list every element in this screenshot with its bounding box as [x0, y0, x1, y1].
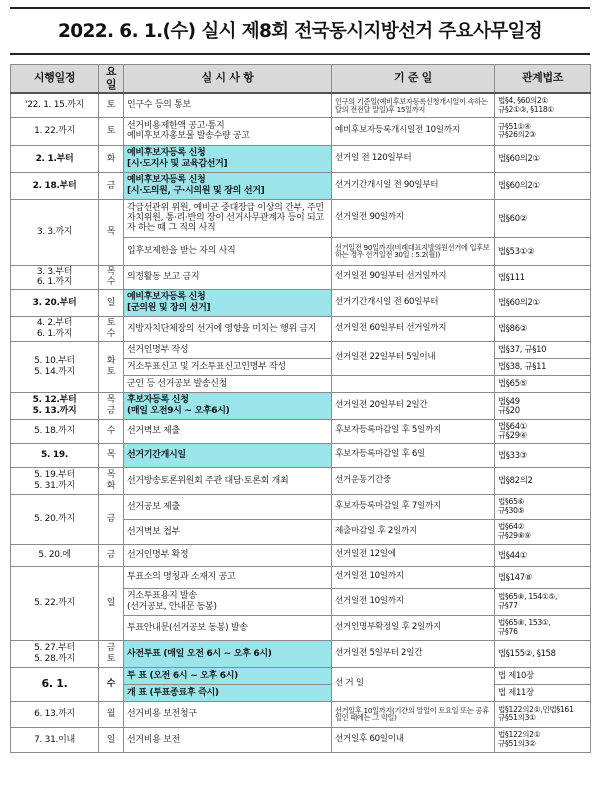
table-row — [11, 667, 591, 684]
day-cell: 목 — [99, 199, 124, 265]
standard-cell: 선거일전 12일에 — [332, 544, 495, 566]
table-row — [11, 701, 591, 727]
page-title: 2022. 6. 1.(수) 실시 제8회 전국동시지방선거 주요사무일정 — [57, 21, 543, 42]
standard-cell: 선거일전 90일까지(비례대표지방의원선거에 입후보하는 경우 선거일전 30일 : 5.2(월)) — [332, 237, 495, 265]
table-row — [11, 289, 591, 316]
date-cell: 5. 20.에 — [11, 544, 99, 566]
header-row — [11, 65, 591, 94]
date-cell: 2. 1.부터 — [11, 145, 99, 172]
task-cell: 선거비용 보전 — [124, 727, 332, 752]
day-cell: 금 — [99, 494, 124, 544]
task-cell-highlight: 선거기간개시일 — [124, 443, 332, 467]
date-cell: 4. 2.부터 6. 1.까지 — [11, 316, 99, 341]
law-cell: 법§60② — [495, 199, 591, 237]
date-cell: 5. 12.부터 5. 13.까지 — [11, 392, 99, 419]
day-cell: 목 수 — [99, 265, 124, 289]
table-row — [11, 640, 591, 667]
table-row — [11, 341, 591, 358]
law-cell: 법§65⑥ 규§30⑤ — [495, 494, 591, 519]
schedule-table — [10, 64, 591, 753]
standard-cell: 선거일 전 120일부터 — [332, 145, 495, 172]
task-cell-highlight: 개 표 (투표종료후 즉시) — [124, 684, 332, 701]
standard-cell: 제출마감일 후 2일까지 — [332, 519, 495, 544]
law-cell: 법§122의2① 규§51의3② — [495, 727, 591, 752]
header-date: 시행일정 — [11, 65, 99, 94]
date-cell: '22. 1. 15.까지 — [11, 93, 99, 117]
law-cell: 법§155②, §158 — [495, 640, 591, 667]
standard-cell: 인구의 기준일(예비후보자등록신청개시일이 속하는 달의 전전달 말일)후 15일까지 — [332, 93, 495, 117]
task-cell: 각급선관위 위원, 예비군 중대장급 이상의 간부, 주민자치위원, 통·리·반의 장이 선거사무관계자 등이 되고자 하는 때 그 직의 사직 — [124, 199, 332, 237]
table-row — [11, 145, 591, 172]
law-cell: 법§38, 규§11 — [495, 358, 591, 375]
law-cell: 법§60의2① — [495, 172, 591, 199]
day-cell: 화 — [99, 145, 124, 172]
date-cell: 2. 18.부터 — [11, 172, 99, 199]
date-cell: 5. 20.까지 — [11, 494, 99, 544]
task-cell: 선거벽보 첩부 — [124, 519, 332, 544]
law-cell: 법§53①② — [495, 237, 591, 265]
task-cell: 지방자치단체장의 선거에 영향을 미치는 행위 금지 — [124, 316, 332, 341]
law-cell: 법§65⑤ — [495, 375, 591, 392]
table-row — [11, 544, 591, 566]
table-row — [11, 443, 591, 467]
task-cell: 선거방송토론위원회 주관 대담·토론회 개최 — [124, 467, 332, 494]
table-row — [11, 494, 591, 519]
day-cell: 일 — [99, 566, 124, 640]
date-cell: 5. 22.까지 — [11, 566, 99, 640]
table-row — [11, 419, 591, 443]
task-cell: 인구수 등의 통보 — [124, 93, 332, 117]
day-cell: 일 — [99, 289, 124, 316]
standard-cell: 선거일전 10일까지 — [332, 588, 495, 615]
table-row — [11, 265, 591, 289]
task-cell: 군인 등 선거공보 발송신청 — [124, 375, 332, 392]
law-cell: 법§65⑧, 153①, 규§76 — [495, 615, 591, 640]
task-cell-highlight: 예비후보자등록 신청 [시·도지사 및 교육감선거] — [124, 145, 332, 172]
law-cell: 법§111 — [495, 265, 591, 289]
law-cell: 법§44① — [495, 544, 591, 566]
task-cell: 투표소의 명칭과 소재지 공고 — [124, 566, 332, 588]
standard-cell: 선거일전 90일까지 — [332, 199, 495, 237]
day-cell: 금 — [99, 544, 124, 566]
header-law: 관계법조 — [495, 65, 591, 94]
date-cell: 3. 20.부터 — [11, 289, 99, 316]
table-row — [11, 172, 591, 199]
standard-cell: 선거일전 20일부터 2일간 — [332, 392, 495, 419]
task-cell: 선거인명부 작성 — [124, 341, 332, 358]
date-cell: 1. 22.까지 — [11, 117, 99, 145]
law-cell: 법§49 규§20 — [495, 392, 591, 419]
law-cell: 법§64① 규§29④ — [495, 419, 591, 443]
day-cell: 일 — [99, 727, 124, 752]
law-cell: 법 제10장 — [495, 667, 591, 684]
table-row — [11, 117, 591, 145]
day-cell: 화 토 — [99, 341, 124, 392]
law-cell: 법§60의2① — [495, 145, 591, 172]
task-cell: 선거비용 보전청구 — [124, 701, 332, 727]
law-cell: 법§122의2①,민법§161 규§51의3① — [495, 701, 591, 727]
day-cell: 토 — [99, 117, 124, 145]
task-cell: 거소투표신고 및 거소투표신고인명부 작성 — [124, 358, 332, 375]
title-box — [10, 8, 590, 52]
date-cell: 7. 31.이내 — [11, 727, 99, 752]
day-cell: 금 토 — [99, 640, 124, 667]
table-row — [11, 727, 591, 752]
standard-cell-empty — [332, 375, 495, 392]
day-cell: 월 — [99, 701, 124, 727]
date-cell: 6. 13.까지 — [11, 701, 99, 727]
standard-cell: 선거일전 22일부터 5일이내 — [332, 341, 495, 375]
standard-cell: 후보자등록마감일 후 5일까지 — [332, 419, 495, 443]
law-cell: 법 제11장 — [495, 684, 591, 701]
standard-cell: 선거운동기간중 — [332, 467, 495, 494]
standard-cell: 선거일전 5일부터 2일간 — [332, 640, 495, 667]
date-cell: 3. 3.까지 — [11, 199, 99, 265]
task-cell-highlight: 사전투표 (매일 오전 6시 ~ 오후 6시) — [124, 640, 332, 667]
law-cell: 법§86② — [495, 316, 591, 341]
header-task: 실 시 사 항 — [124, 65, 332, 94]
task-cell: 거소투표용지 발송 (선거공보, 안내문 동봉) — [124, 588, 332, 615]
day-cell: 목 금 — [99, 392, 124, 419]
law-cell: 법§33③ — [495, 443, 591, 467]
table-row — [11, 93, 591, 117]
date-cell: 3. 3.부터 6. 1.까지 — [11, 265, 99, 289]
task-cell: 의정활동 보고 금지 — [124, 265, 332, 289]
standard-cell: 선거일후 60일이내 — [332, 727, 495, 752]
task-cell-highlight: 예비후보자등록 신청 [군의원 및 장의 선거] — [124, 289, 332, 316]
law-cell: 법§64② 규§29⑧⑨ — [495, 519, 591, 544]
header-day: 요일 — [99, 65, 124, 94]
task-cell: 선거인명부 확정 — [124, 544, 332, 566]
standard-cell: 선거일전 10일까지 — [332, 566, 495, 588]
law-cell: 법§4, §60의2① 규§2①③, §118① — [495, 93, 591, 117]
date-cell: 6. 1. — [11, 667, 99, 701]
standard-cell: 선거기간개시일 전 60일부터 — [332, 289, 495, 316]
task-cell: 선거공보 제출 — [124, 494, 332, 519]
title-bottom-rule — [10, 53, 590, 55]
date-cell: 5. 19. — [11, 443, 99, 467]
task-cell: 투표안내문(선거공보 동봉) 발송 — [124, 615, 332, 640]
task-cell-highlight: 후보자등록 신청 (매일 오전9시 ~ 오후6시) — [124, 392, 332, 419]
table-row — [11, 316, 591, 341]
standard-cell: 예비후보자등록개시일전 10일까지 — [332, 117, 495, 145]
law-cell: 법§37, 규§10 — [495, 341, 591, 358]
law-cell: 법§147⑧ — [495, 566, 591, 588]
standard-cell: 선 거 일 — [332, 667, 495, 701]
day-cell: 수 — [99, 419, 124, 443]
law-cell: 법§82의2 — [495, 467, 591, 494]
standard-cell: 후보자등록마감일 후 6일 — [332, 443, 495, 467]
standard-cell: 선거기간개시일 전 90일부터 — [332, 172, 495, 199]
task-cell: 입후보제한을 받는 자의 사직 — [124, 237, 332, 265]
law-cell: 법§60의2① — [495, 289, 591, 316]
date-cell: 5. 10.부터 5. 14.까지 — [11, 341, 99, 392]
table-row — [11, 392, 591, 419]
table-row — [11, 467, 591, 494]
task-cell-highlight: 예비후보자등록 신청 [시·도의원, 구·시의원 및 장의 선거] — [124, 172, 332, 199]
date-cell: 5. 27.부터 5. 28.까지 — [11, 640, 99, 667]
task-cell: 선거비용제한액 공고·통지 예비후보자홍보물 발송수량 공고 — [124, 117, 332, 145]
task-cell-highlight: 투 표 (오전 6시 ~ 오후 6시) — [124, 667, 332, 684]
table-row — [11, 199, 591, 237]
standard-cell: 선거인명부확정일 후 2일까지 — [332, 615, 495, 640]
day-cell: 금 — [99, 172, 124, 199]
day-cell: 토 수 — [99, 316, 124, 341]
date-cell: 5. 19.부터 5. 31.까지 — [11, 467, 99, 494]
table-row — [11, 566, 591, 588]
date-cell: 5. 18.까지 — [11, 419, 99, 443]
law-cell: 규§51①④ 규§26의2③ — [495, 117, 591, 145]
day-cell: 목 화 — [99, 467, 124, 494]
header-standard: 기 준 일 — [332, 65, 495, 94]
standard-cell: 후보자등록마감일 후 7일까지 — [332, 494, 495, 519]
standard-cell: 선거일후 10일까지(기간의 말일이 토요일 또는 공휴일인 때에는 그 익일) — [332, 701, 495, 727]
standard-cell: 선거일전 90일부터 선거일까지 — [332, 265, 495, 289]
title-top-rule — [10, 7, 590, 9]
day-cell: 목 — [99, 443, 124, 467]
day-cell: 수 — [99, 667, 124, 701]
standard-cell: 선거일전 60일부터 선거일까지 — [332, 316, 495, 341]
task-cell: 선거벽보 제출 — [124, 419, 332, 443]
law-cell: 법§65⑧, 154①⑤, 규§77 — [495, 588, 591, 615]
day-cell: 토 — [99, 93, 124, 117]
